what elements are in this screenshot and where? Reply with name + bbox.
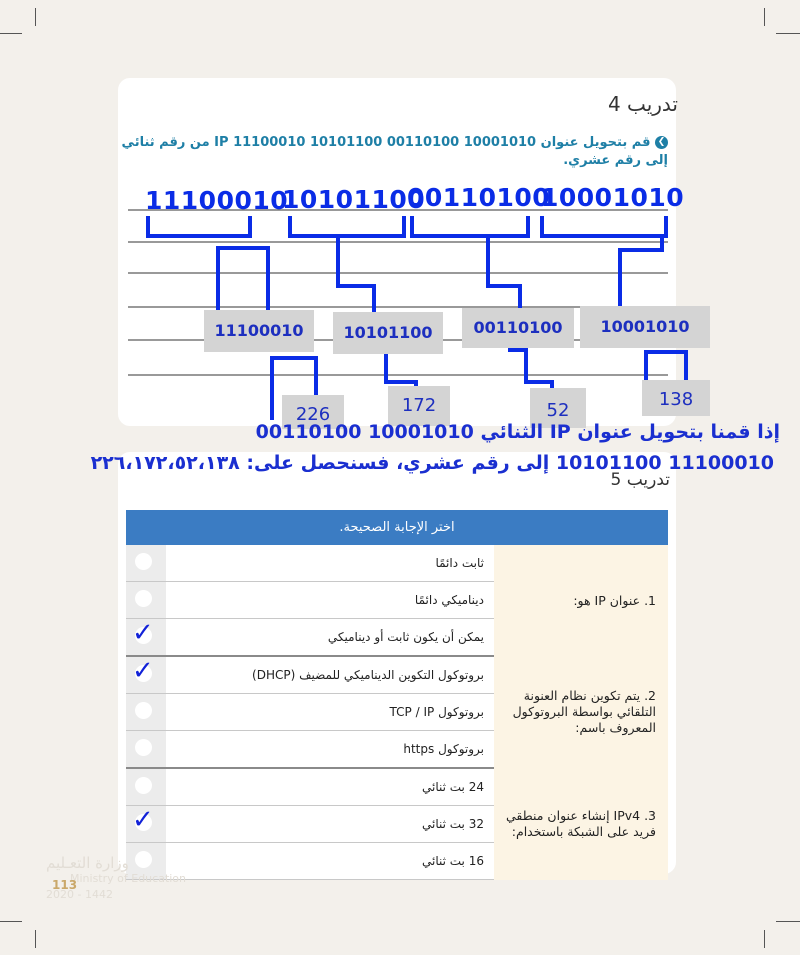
option-label: ديناميكي دائمًا [166,582,494,619]
answer-line-2: 11100010 10101100 إلى رقم عشري، فسنحصل على: ٢٢٦،١٧٢،٥٢،١٣٨ [90,452,774,474]
radio-circle-icon [135,553,152,570]
option-radio[interactable] [126,545,166,582]
watermark-line-3: 2020 - 1442 [46,888,113,901]
option-radio[interactable] [126,768,166,806]
octet-box-1: 11100010 [204,310,314,352]
table-row [126,656,668,694]
decimal-box-3: 52 [530,388,586,428]
table-row [126,768,668,806]
option-radio[interactable] [126,619,166,657]
octet-4-top: 10001010 [541,183,685,212]
option-radio[interactable] [126,582,166,619]
radio-circle-icon [135,739,152,756]
option-label: 16 بت ثنائي [166,843,494,880]
page-number: 113 [52,878,78,892]
option-label: 24 بت ثنائي [166,768,494,806]
octet-3-top: 00110100 [407,183,551,212]
option-label: بروتوكول TCP / IP [166,694,494,731]
option-radio[interactable] [126,731,166,769]
option-radio[interactable] [126,656,166,694]
octet-box-2: 10101100 [333,312,443,354]
option-radio[interactable] [126,806,166,843]
chevron-circle-icon: ❯ [655,136,668,149]
instruction-text: قم بتحويل عنوان IP 11100010 10101100 00110100 10001010 من رقم ثنائي إلى رقم عشري. [121,135,668,168]
answer-line-1: إذا قمنا بتحويل عنوان IP الثنائي 10001010 00110100 [255,421,780,443]
watermark-line-1: وزارة التعـليم [46,854,129,872]
question-3: 3. IPv4 إنشاء عنوان منطقي فريد على الشبكة باستخدام: [494,768,668,880]
question-1: 1. عنوان IP هو: [494,545,668,656]
radio-circle-icon [135,702,152,719]
quiz-table [126,510,668,880]
exercise-4-title: تدريب 4 [607,92,678,116]
checkmark-icon: ✓ [132,618,154,648]
octet-box-3: 00110100 [462,308,574,348]
table-row [126,545,668,582]
decimal-box-4: 138 [642,380,710,416]
quiz-table-header: اختر الإجابة الصحيحة. [126,510,668,545]
radio-circle-icon [135,777,152,794]
option-label: يمكن أن يكون ثابت أو ديناميكي [166,619,494,657]
option-label: ثابت دائمًا [166,545,494,582]
radio-circle-icon [135,590,152,607]
octet-2-top: 10101100 [282,185,426,214]
option-radio[interactable] [126,694,166,731]
octet-box-4: 10001010 [580,306,710,348]
octet-1-top: 11100010 [145,186,289,215]
option-label: بروتوكول التكوين الديناميكي للمضيف (DHCP) [166,656,494,694]
option-label: 32 بت ثنائي [166,806,494,843]
checkmark-icon: ✓ [132,656,154,686]
decimal-box-1: 226 [282,395,344,429]
question-2: 2. يتم تكوين نظام العنونة التلقائي بواسطة البروتوكول المعروف باسم: [494,656,668,768]
option-label: بروتوكول https [166,731,494,769]
watermark-line-2: Ministry of Education [70,872,187,885]
checkmark-icon: ✓ [132,805,154,835]
exercise-5-title: تدريب 5 [610,470,670,490]
decimal-box-2: 172 [388,386,450,426]
